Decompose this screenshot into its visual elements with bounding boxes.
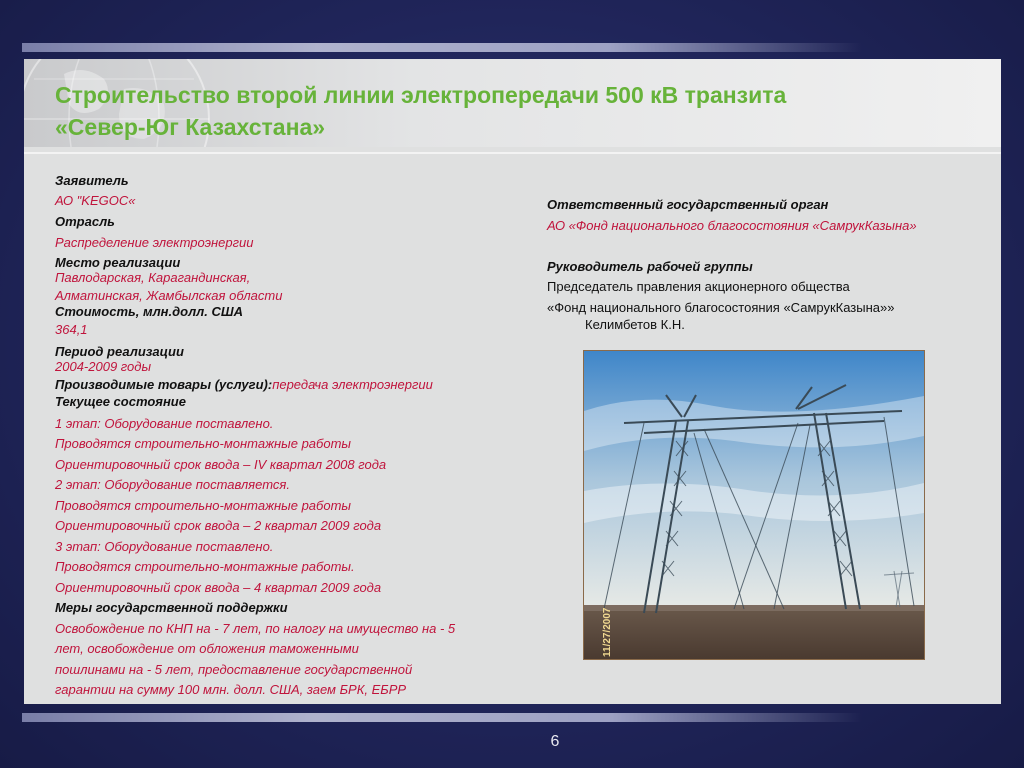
support-line: гарантии на сумму 100 млн. долл. США, заем БРК, ЕБРР <box>55 682 407 697</box>
place-value-2: Алматинская, Жамбылская области <box>55 288 283 303</box>
title-divider <box>24 152 1001 154</box>
status-label: Текущее состояние <box>55 394 186 409</box>
status-line: Ориентировочный срок ввода – 4 квартал 2009 года <box>55 580 382 595</box>
status-line: Проводятся строительно-монтажные работы <box>55 436 351 451</box>
goods-label: Производимые товары (услуги): <box>55 377 273 392</box>
period-value: 2004-2009 годы <box>55 359 152 374</box>
applicant-value: АО "KEGOC« <box>55 193 136 208</box>
status-line: Проводятся строительно-монтажные работы. <box>55 559 355 574</box>
transmission-tower-photo <box>583 350 925 660</box>
title-band <box>24 59 1001 147</box>
photo-date-stamp: 11/27/2007 <box>602 607 613 657</box>
authority-value: АО «Фонд национального благосостояния «СамрукКазына» <box>547 218 917 233</box>
status-line: 3 этап: Оборудование поставлено. <box>55 539 274 554</box>
sector-value: Распределение электроэнергии <box>55 235 254 250</box>
support-line: пошлинами на - 5 лет, предоставление государственной <box>55 662 413 677</box>
status-line: 2 этап: Оборудование поставляется. <box>55 477 290 492</box>
tower-photo-graphic <box>584 351 924 659</box>
goods-value: передача электроэнергии <box>272 377 433 392</box>
support-line: Освобождение по КНП на - 7 лет, по налогу на имущество на - 5 <box>55 621 456 636</box>
place-label: Место реализации <box>55 255 181 270</box>
status-line: Проводятся строительно-монтажные работы <box>55 498 351 513</box>
status-line: 1 этап: Оборудование поставлено. <box>55 416 274 431</box>
head-line-2: «Фонд национального благосостояния «СамрукКазына»» <box>547 300 895 315</box>
sector-label: Отрасль <box>55 214 115 229</box>
place-value-1: Павлодарская, Карагандинская, <box>55 270 251 285</box>
cost-label: Стоимость, млн.долл. США <box>55 304 243 319</box>
applicant-label: Заявитель <box>55 173 129 188</box>
page-number: 6 <box>550 733 560 750</box>
title-line-1: Строительство второй линии электропередачи 500 кВ транзита <box>55 82 787 108</box>
head-name: Келимбетов К.Н. <box>585 317 685 332</box>
page-title <box>55 79 786 143</box>
head-label: Руководитель рабочей группы <box>547 259 753 274</box>
authority-label: Ответственный государственный орган <box>547 197 829 212</box>
head-line-1: Председатель правления акционерного общества <box>547 279 850 294</box>
goods-row <box>55 377 433 393</box>
status-line: Ориентировочный срок ввода – IV квартал 2008 года <box>55 457 387 472</box>
bottom-decorative-stripe <box>22 713 862 722</box>
support-line: лет, освобождение от обложения таможенными <box>55 641 359 656</box>
top-decorative-stripe <box>22 43 862 52</box>
title-line-2: «Север-Юг Казахстана» <box>55 114 326 140</box>
support-label: Меры государственной поддержки <box>55 600 288 615</box>
status-line: Ориентировочный срок ввода – 2 квартал 2009 года <box>55 518 382 533</box>
cost-value: 364,1 <box>55 322 88 337</box>
period-label: Период реализации <box>55 344 184 359</box>
